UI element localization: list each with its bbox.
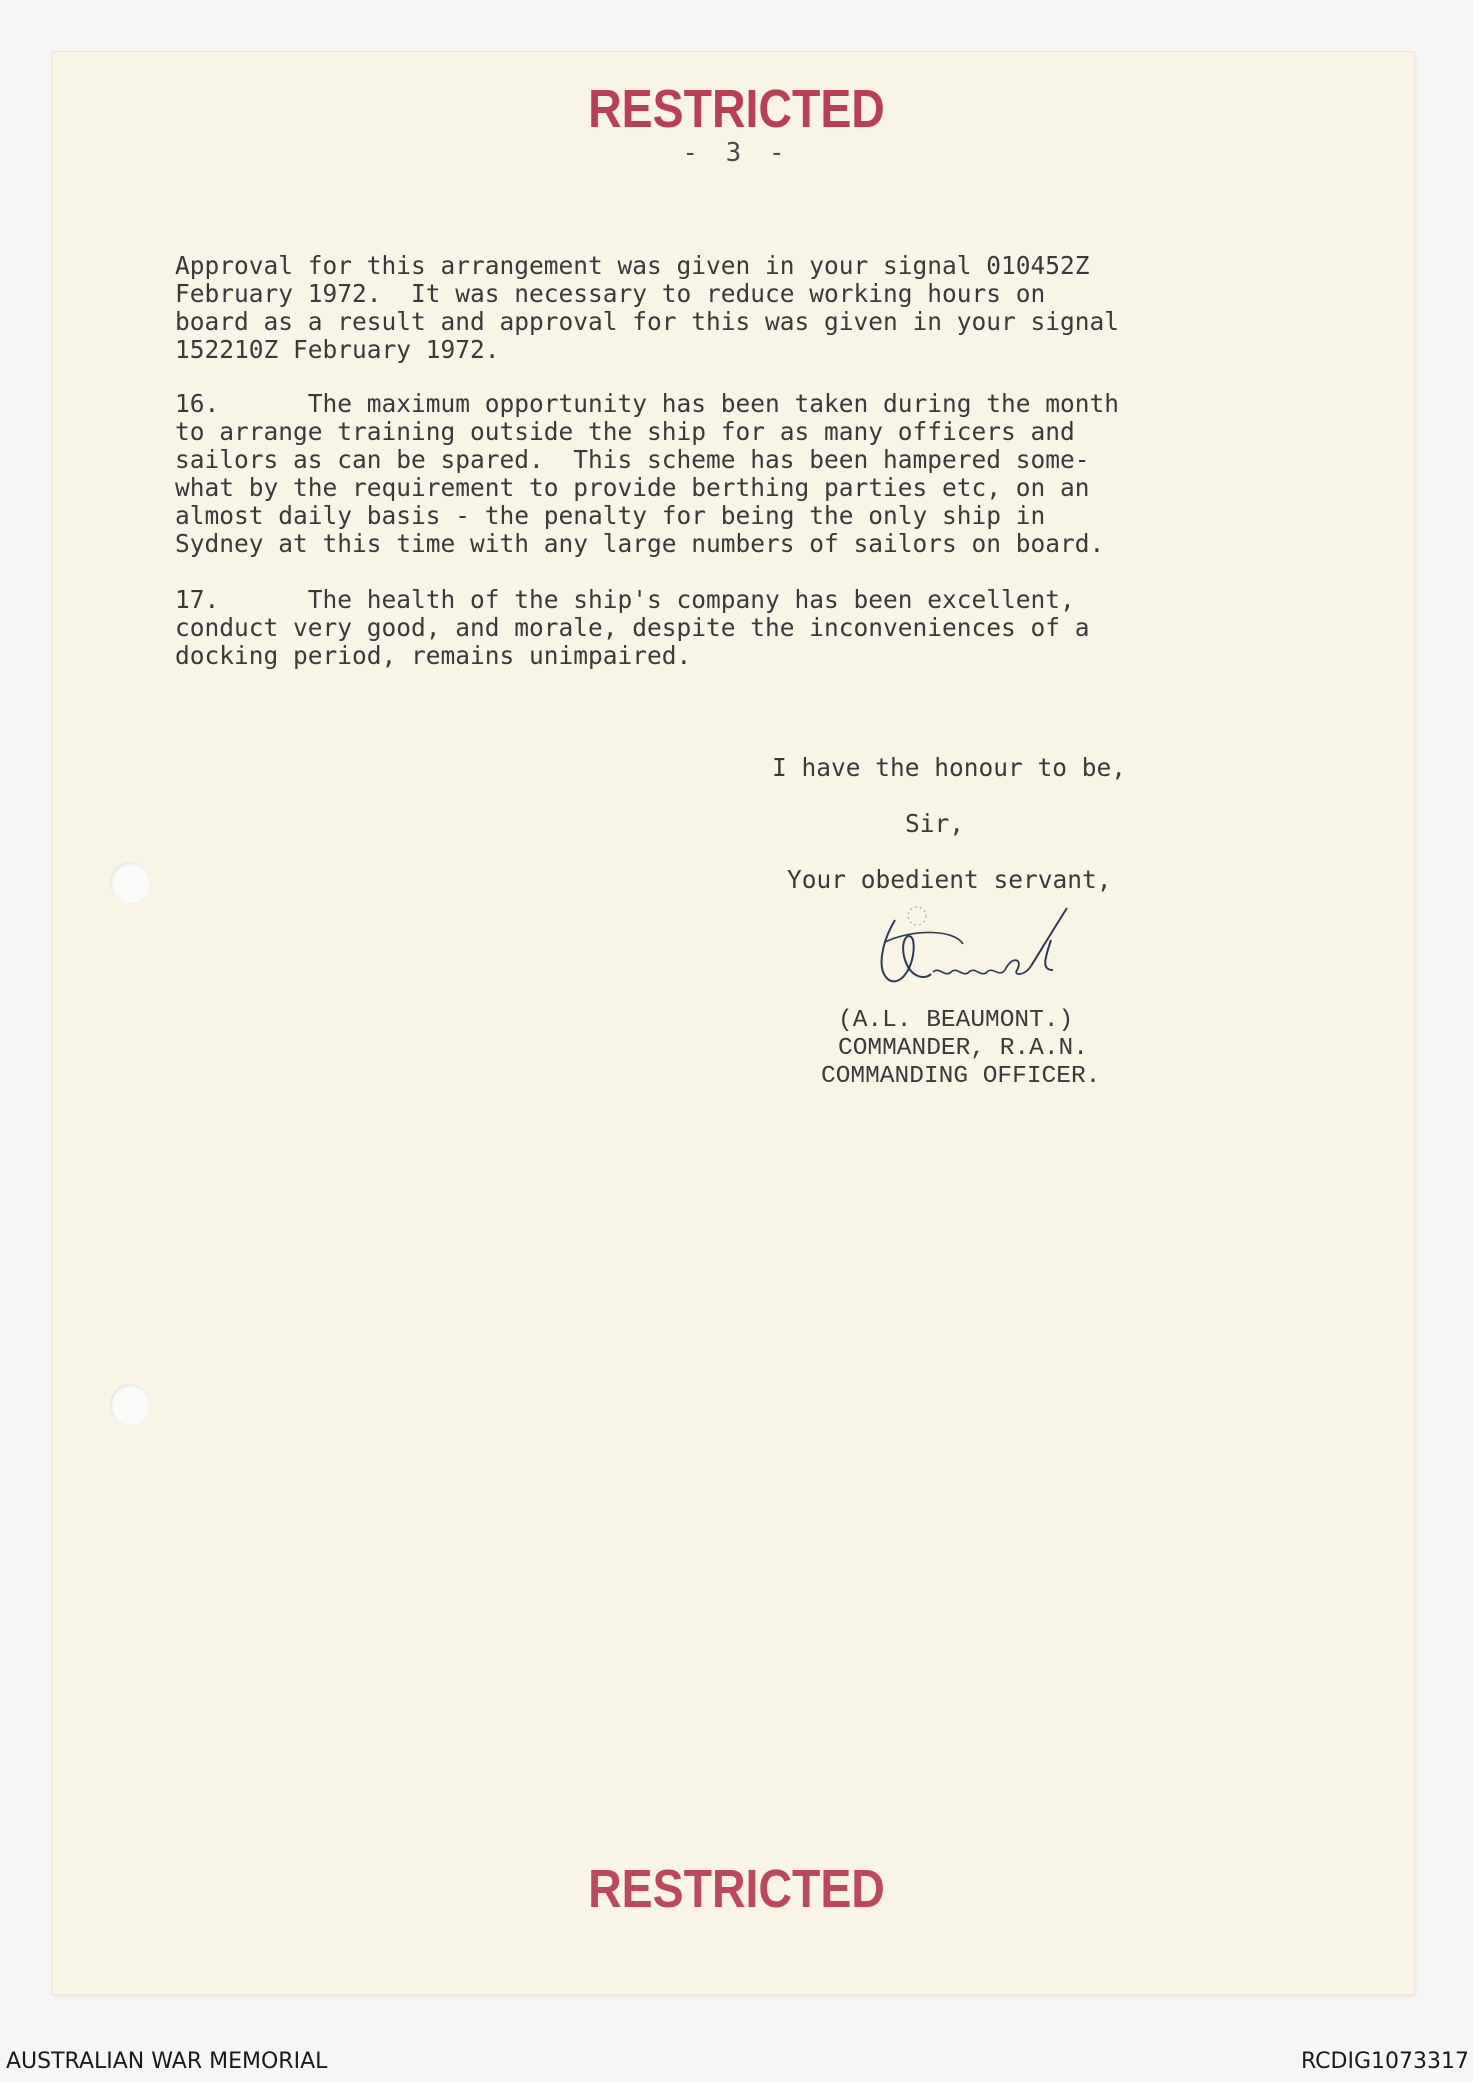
closing-honour: I have the honour to be,	[772, 753, 1127, 782]
punch-hole	[110, 862, 150, 904]
footer-id: RCDIG1073317	[1300, 2049, 1469, 2074]
restricted-stamp-top: RESTRICTED	[588, 79, 885, 139]
restricted-stamp-bottom: RESTRICTED	[588, 1859, 885, 1919]
punch-hole	[110, 1384, 150, 1426]
closing-salutation: Sir,	[905, 809, 965, 838]
page-number: - 3 -	[682, 138, 791, 168]
signatory-rank: COMMANDER, R.A.N.	[838, 1035, 1088, 1062]
paragraph-17: 17. The health of the ship's company has been excellent, conduct very good, and morale, despite the inconveniences of a docking period, remains unimpaired.	[175, 585, 1090, 670]
signatory-role: COMMANDING OFFICER.	[821, 1063, 1101, 1090]
signature	[855, 900, 1095, 1010]
footer-source: AUSTRALIAN WAR MEMORIAL	[6, 2049, 328, 2074]
closing-servant: Your obedient servant,	[787, 865, 1112, 894]
signatory-name: (A.L. BEAUMONT.)	[838, 1007, 1074, 1034]
paragraph-continuation: Approval for this arrangement was given in your signal 010452Z February 1972. It was necessary to reduce working hours on board as a result and approval for this was given in your signal 152210Z February 1972.	[175, 251, 1120, 364]
paragraph-16: 16. The maximum opportunity has been taken during the month to arrange training outside the ship for as many officers and sailors as can be spared. This scheme has been hampered some- what by the requirement to provide berthing parties etc, on an almost daily basis - the penalty for being the only ship in Sydney at this time with any large numbers of sailors on board.	[175, 389, 1120, 558]
